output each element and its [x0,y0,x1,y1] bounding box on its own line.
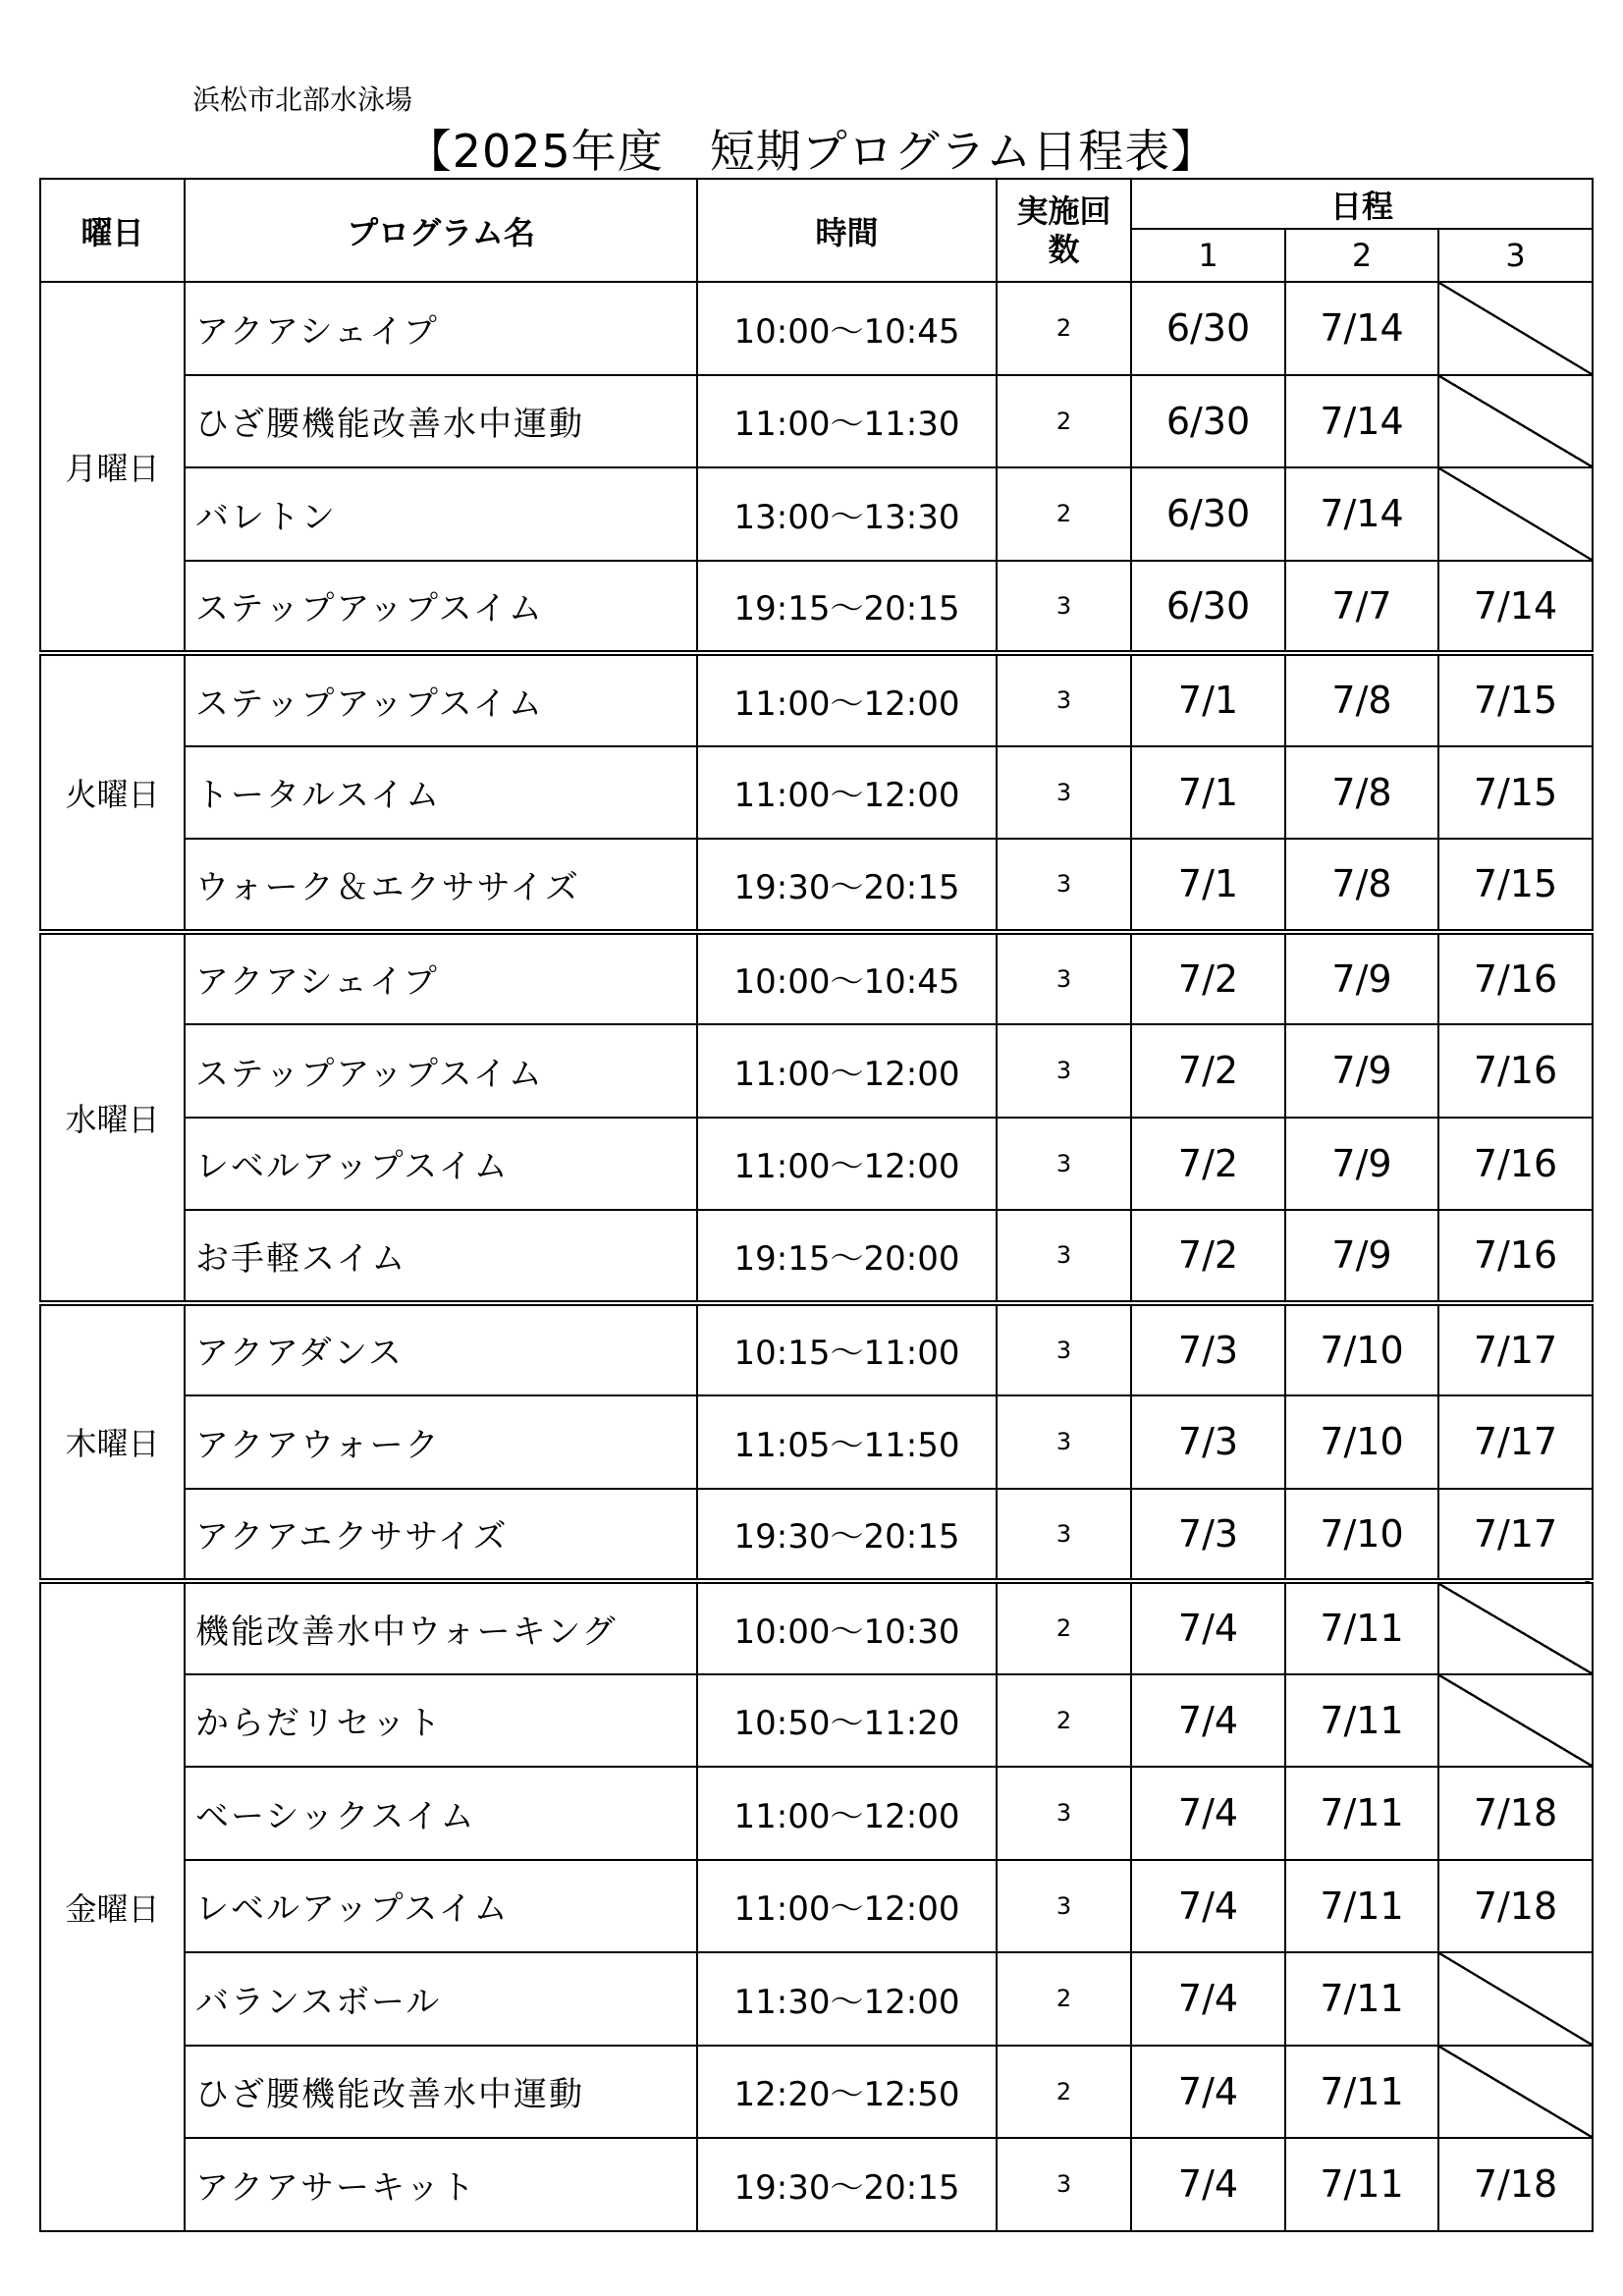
session-count: 3 [997,1860,1131,1953]
schedule-date: 7/14 [1285,282,1438,375]
header-schedule-col-2: 2 [1285,229,1438,282]
schedule-date: 7/18 [1438,1860,1593,1953]
table-row [40,561,1593,654]
schedule-date: 7/4 [1131,2138,1285,2231]
program-time: 11:00～12:00 [697,653,997,746]
schedule-date-empty [1438,2046,1593,2139]
program-name: からだリセット [185,1674,697,1768]
schedule-date: 7/11 [1285,2046,1438,2139]
program-time: 11:30～12:00 [697,1952,997,2046]
schedule-date: 7/14 [1285,375,1438,468]
program-name: アクアダンス [185,1303,697,1396]
table-row [40,1952,1593,2046]
program-name: お手軽スイム [185,1210,697,1303]
schedule-date: 7/1 [1131,653,1285,746]
program-name: トータルスイム [185,746,697,840]
schedule-date-empty [1438,1952,1593,2046]
session-count: 2 [997,375,1131,468]
schedule-date: 7/1 [1131,839,1285,932]
table-row [40,746,1593,840]
program-name: バレトン [185,467,697,561]
session-count: 2 [997,1581,1131,1674]
program-name: アクアウォーク [185,1395,697,1489]
program-name: ステップアップスイム [185,1024,697,1118]
session-count: 3 [997,2138,1131,2231]
schedule-date: 7/4 [1131,2046,1285,2139]
table-row [40,1210,1593,1303]
table-row [40,1489,1593,1582]
program-name: 機能改善水中ウォーキング [185,1581,697,1674]
schedule-date-empty [1438,467,1593,561]
schedule-date: 7/4 [1131,1767,1285,1860]
schedule-date: 7/4 [1131,1674,1285,1768]
session-count: 3 [997,1489,1131,1582]
program-time: 10:00～10:30 [697,1581,997,1674]
table-row [40,375,1593,468]
header-schedule-col-3: 3 [1438,229,1593,282]
session-count: 3 [997,1395,1131,1489]
program-time: 10:15～11:00 [697,1303,997,1396]
table-row [40,1860,1593,1953]
schedule-date: 7/4 [1131,1860,1285,1953]
header-program: プログラム名 [185,179,697,282]
session-count: 3 [997,653,1131,746]
table-row [40,1395,1593,1489]
table-row [40,839,1593,932]
schedule-date: 7/2 [1131,1210,1285,1303]
schedule-date: 7/18 [1438,1767,1593,1860]
schedule-date-empty [1438,375,1593,468]
schedule-date: 7/16 [1438,1024,1593,1118]
program-time: 10:50～11:20 [697,1674,997,1768]
header-time: 時間 [697,179,997,282]
schedule-date: 7/11 [1285,1581,1438,1674]
table-row [40,1118,1593,1211]
program-name: ひざ腰機能改善水中運動 [185,375,697,468]
schedule-date: 7/16 [1438,932,1593,1025]
program-time: 19:15～20:00 [697,1210,997,1303]
schedule-date-empty [1438,1674,1593,1768]
program-time: 11:00～12:00 [697,746,997,840]
schedule-date: 7/4 [1131,1581,1285,1674]
table-row [40,467,1593,561]
schedule-date: 7/2 [1131,932,1285,1025]
schedule-date: 6/30 [1131,282,1285,375]
session-count: 3 [997,561,1131,654]
schedule-date: 7/11 [1285,1767,1438,1860]
table-row [40,932,1593,1025]
program-name: ベーシックスイム [185,1767,697,1860]
page-title: 【2025年度 短期プログラム日程表】 [406,125,1217,178]
program-time: 11:00～12:00 [697,1024,997,1118]
schedule-date: 7/11 [1285,2138,1438,2231]
day-label: 火曜日 [40,653,185,932]
program-name: ひざ腰機能改善水中運動 [185,2046,697,2139]
program-time: 11:00～11:30 [697,375,997,468]
schedule-date: 7/11 [1285,1674,1438,1768]
program-time: 11:05～11:50 [697,1395,997,1489]
schedule-date: 7/17 [1438,1489,1593,1582]
session-count: 2 [997,2046,1131,2139]
header-schedule-col-1: 1 [1131,229,1285,282]
day-label: 木曜日 [40,1303,185,1582]
schedule-date: 7/9 [1285,1024,1438,1118]
header-count: 実施回数 [997,179,1131,282]
program-name: バランスボール [185,1952,697,2046]
program-name: レベルアップスイム [185,1860,697,1953]
program-time: 10:00～10:45 [697,932,997,1025]
program-time: 11:00～12:00 [697,1767,997,1860]
schedule-date: 7/9 [1285,932,1438,1025]
schedule-date: 7/14 [1285,467,1438,561]
session-count: 2 [997,1674,1131,1768]
program-time: 13:00～13:30 [697,467,997,561]
session-count: 2 [997,1952,1131,2046]
schedule-date: 7/16 [1438,1118,1593,1211]
program-name: ステップアップスイム [185,561,697,654]
schedule-date: 7/11 [1285,1952,1438,2046]
day-label: 金曜日 [40,1581,185,2231]
schedule-date: 7/9 [1285,1118,1438,1211]
program-time: 19:30～20:15 [697,2138,997,2231]
day-label: 水曜日 [40,932,185,1303]
program-time: 11:00～12:00 [697,1860,997,1953]
schedule-date: 7/14 [1438,561,1593,654]
schedule-date: 7/8 [1285,653,1438,746]
session-count: 3 [997,1303,1131,1396]
table-row [40,1674,1593,1768]
table-row [40,1767,1593,1860]
schedule-date: 7/4 [1131,1952,1285,2046]
program-time: 10:00～10:45 [697,282,997,375]
schedule-date: 7/8 [1285,839,1438,932]
schedule-date: 7/10 [1285,1395,1438,1489]
schedule-date-empty [1438,1581,1593,1674]
schedule-date: 7/3 [1131,1395,1285,1489]
schedule-date-empty [1438,282,1593,375]
schedule-date: 7/11 [1285,1860,1438,1953]
table-row [40,1303,1593,1396]
program-name: アクアサーキット [185,2138,697,2231]
program-time: 12:20～12:50 [697,2046,997,2139]
schedule-date: 7/3 [1131,1303,1285,1396]
schedule-date: 7/8 [1285,746,1438,840]
program-time: 19:30～20:15 [697,839,997,932]
session-count: 3 [997,1210,1131,1303]
schedule-date: 7/17 [1438,1395,1593,1489]
schedule-date: 7/7 [1285,561,1438,654]
schedule-date: 7/2 [1131,1118,1285,1211]
program-time: 19:15～20:15 [697,561,997,654]
schedule-date: 6/30 [1131,375,1285,468]
program-name: レベルアップスイム [185,1118,697,1211]
session-count: 3 [997,1024,1131,1118]
schedule-date: 7/17 [1438,1303,1593,1396]
schedule-date: 7/2 [1131,1024,1285,1118]
schedule-date: 7/16 [1438,1210,1593,1303]
session-count: 3 [997,1767,1131,1860]
program-time: 11:00～12:00 [697,1118,997,1211]
schedule-date: 7/1 [1131,746,1285,840]
schedule-date: 7/3 [1131,1489,1285,1582]
session-count: 2 [997,282,1131,375]
schedule-date: 7/18 [1438,2138,1593,2231]
table-row [40,653,1593,746]
session-count: 3 [997,839,1131,932]
program-name: アクアシェイプ [185,282,697,375]
session-count: 2 [997,467,1131,561]
header-day: 曜日 [40,179,185,282]
schedule-date: 7/15 [1438,653,1593,746]
schedule-date: 7/15 [1438,839,1593,932]
program-name: ウォーク＆エクササイズ [185,839,697,932]
schedule-date: 6/30 [1131,467,1285,561]
table-row [40,2046,1593,2139]
program-name: アクアエクササイズ [185,1489,697,1582]
table-row [40,282,1593,375]
program-name: アクアシェイプ [185,932,697,1025]
schedule-date: 6/30 [1131,561,1285,654]
program-name: ステップアップスイム [185,653,697,746]
session-count: 3 [997,1118,1131,1211]
schedule-date: 7/15 [1438,746,1593,840]
schedule-date: 7/9 [1285,1210,1438,1303]
schedule-table [39,178,1594,2232]
session-count: 3 [997,746,1131,840]
table-row [40,2138,1593,2231]
schedule-date: 7/10 [1285,1489,1438,1582]
schedule-date: 7/10 [1285,1303,1438,1396]
program-time: 19:30～20:15 [697,1489,997,1582]
session-count: 3 [997,932,1131,1025]
facility-name: 浜松市北部水泳場 [192,83,413,116]
table-row [40,1024,1593,1118]
table-row [40,1581,1593,1674]
header-schedule: 日程 [1131,179,1593,229]
day-label: 月曜日 [40,282,185,653]
